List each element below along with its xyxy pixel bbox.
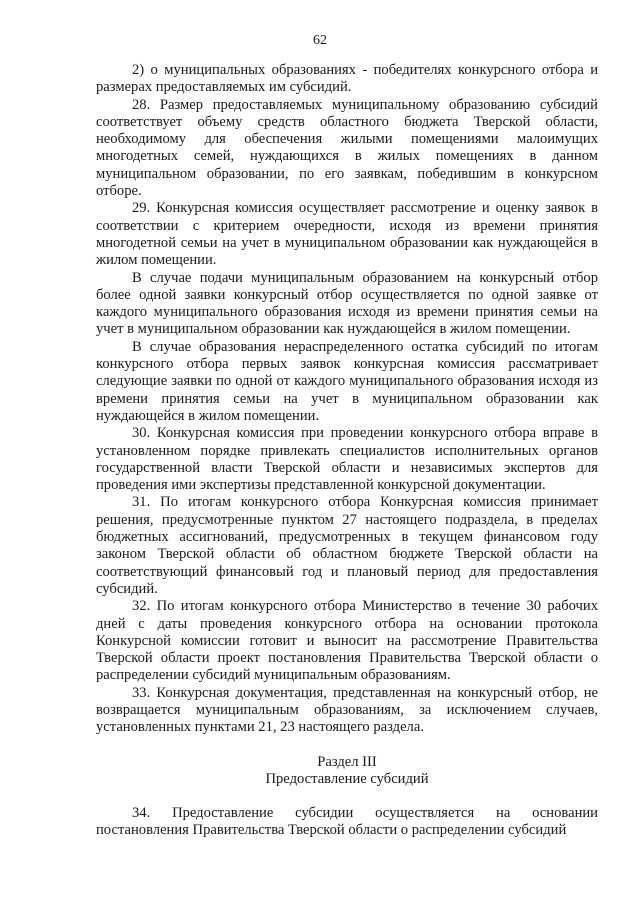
document-body — [96, 62, 598, 840]
paragraph-29: 29. Конкурсная комиссия осуществляет рассмотрение и оценку заявок в соответствии с критерием очередности, исходя из времени принятия многодетной семьи на учет в муниципальном образовании как нуждающейся в жилом помещении. — [96, 200, 598, 269]
section-title: Предоставление субсидий — [265, 770, 429, 787]
paragraph-33: 33. Конкурсная документация, представленная на конкурсный отбор, не возвращается муниципальным образованиям, за исключением случаев, установленных пунктами 21, 23 настоящего раздела. — [96, 684, 598, 736]
paragraph-decision-item-2: 2) о муниципальных образованиях - победителях конкурсного отбора и размерах предоставляемых им субсидий. — [96, 62, 598, 96]
section-label: Раздел III — [317, 753, 377, 770]
paragraph-32: 32. По итогам конкурсного отбора Министерство в течение 30 рабочих дней с даты проведения конкурсного отбора на основании протокола Конкурсной комиссии готовит и выносит на рассмотрение Правительства Тверской области проект постановления Правительства Тверской области о распределении субсидий муниципальным образованиям. — [96, 598, 598, 684]
page-number: 62 — [313, 33, 327, 48]
section-spacer — [96, 737, 598, 754]
section-spacer — [96, 788, 598, 805]
paragraph-28: 28. Размер предоставляемых муниципальному образованию субсидий соответствует объему средств областного бюджета Тверской области, необходимому для обеспечения жилыми помещениями малоимущих многодетных семей, нуждающихся в жилых помещениях в данном муниципальном образовании, по его заявкам, победившим в конкурсном отборе. — [96, 96, 598, 200]
paragraph-31: 31. По итогам конкурсного отбора Конкурсная комиссия принимает решения, предусмотренные пунктом 27 настоящего подраздела, в пределах бюджетных ассигнований, предусмотренных в текущем финансовом году законом Тверской области об областном бюджете Тверской области на соответствующий финансовый год и плановый период для предоставления субсидий. — [96, 494, 598, 597]
paragraph-29-multiple-applications: В случае подачи муниципальным образованием на конкурсный отбор более одной заявки конкурсный отбор осуществляется по одной заявке от каждого муниципального образования исходя из времени принятия семьи на учет в муниципальном образовании как нуждающейся в жилом помещении. — [96, 269, 598, 338]
paragraph-34: 34. Предоставление субсидии осуществляется на основании постановления Правительства Тверской области о распределении субсидий — [96, 805, 598, 839]
paragraph-29-remaining-subsidies: В случае образования нераспределенного остатка субсидий по итогам конкурсного отбора первых заявок конкурсная комиссия рассматривает следующие заявки по одной от каждого муниципального образования исходя из времени принятия семьи на учет в муниципальном образовании как нуждающейся в жилом помещении. — [96, 338, 598, 424]
paragraph-30: 30. Конкурсная комиссия при проведении конкурсного отбора вправе в установленном порядке привлекать специалистов исполнительных органов государственной власти Тверской области и независимых экспертов для проведения ими экспертизы представленной конкурсной документации. — [96, 425, 598, 494]
